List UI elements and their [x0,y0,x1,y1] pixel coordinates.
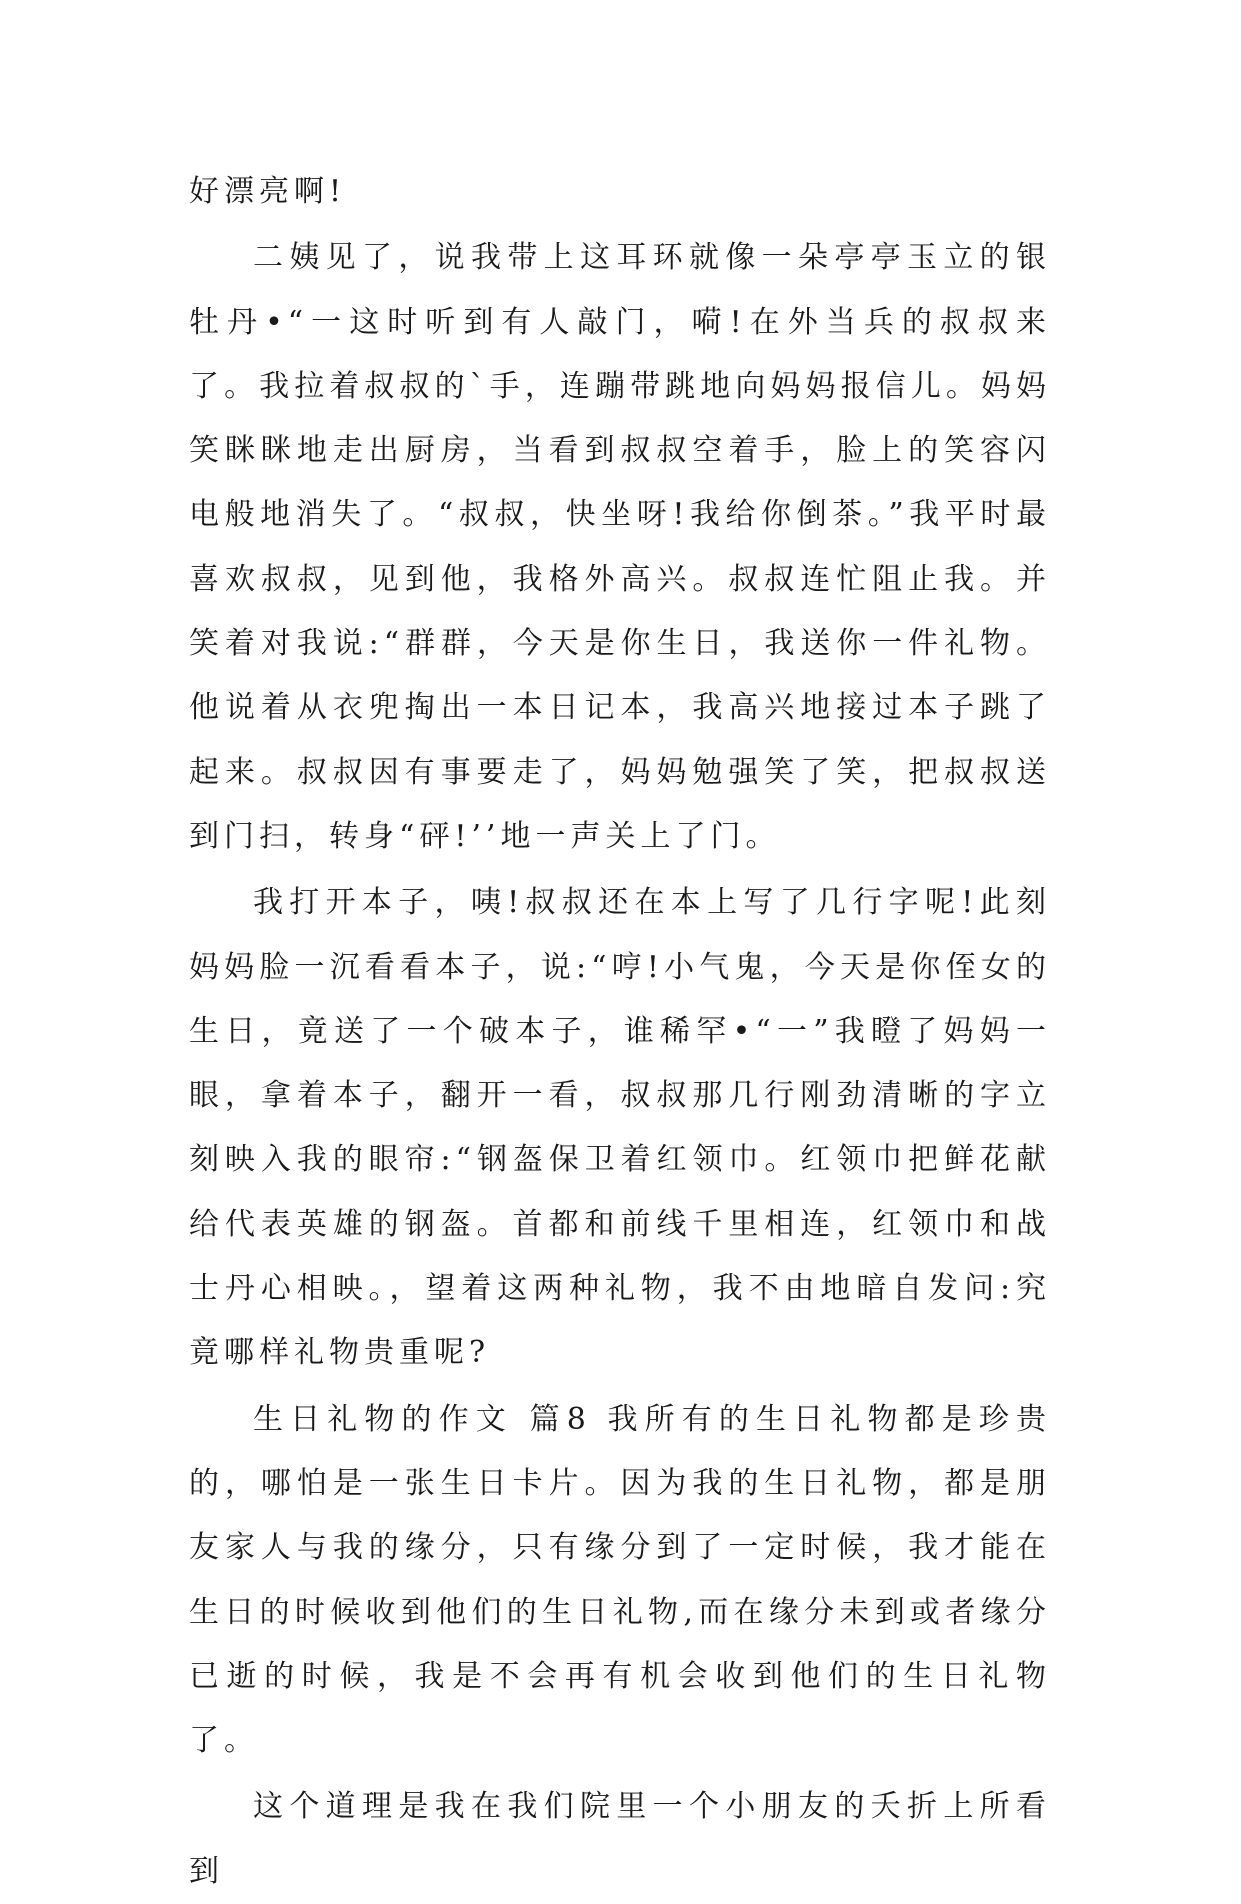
paragraph-5: 这个道理是我在我们院里一个小朋友的夭折上所看到 [189,1789,1051,1889]
document-body [189,160,1051,1904]
paragraph-4: 生日礼物的作文 篇8 我所有的生日礼物都是珍贵的，哪怕是一张生日卡片。因为我的生日礼物，都是朋友家人与我的缘分，只有缘分到了一定时候，我才能在生日的时候收到他们的生日礼物,而在缘分未到或者缘分已逝的时候，我是不会再有机会收到他们的生日礼物了。 [189,1401,1051,1759]
paragraph-3: 我打开本子，咦!叔叔还在本上写了几行字呢!此刻妈妈脸一沉看看本子，说:“哼!小气鬼，今天是你侄女的生日，竟送了一个破本子，谁稀罕•“一”我瞪了妈妈一眼，拿着本子，翻开一看，叔叔那几行刚劲清晰的字立刻映入我的眼帘:“钢盔保卫着红领巾。红领巾把鲜花献给代表英雄的钢盔。首都和前线千里相连，红领巾和战士丹心相映。，望着这两种礼物，我不由地暗自发问:究竟哪样礼物贵重呢? [189,885,1051,1371]
paragraph-2: 二姨见了，说我带上这耳环就像一朵亭亭玉立的银牡丹•“一这时听到有人敲门，嗬!在外当兵的叔叔来了。我拉着叔叔的`手，连蹦带跳地向妈妈报信儿。妈妈笑眯眯地走出厨房，当看到叔叔空着手，脸上的笑容闪电般地消失了。“叔叔，快坐呀!我给你倒茶。”我平时最喜欢叔叔，见到他，我格外高兴。叔叔连忙阻止我。并笑着对我说:“群群，今天是你生日，我送你一件礼物。他说着从衣兜掏出一本日记本，我高兴地接过本子跳了起来。叔叔因有事要走了，妈妈勉强笑了笑，把叔叔送到门扫，转身“砰!’’地一声关上了门。 [189,240,1051,854]
paragraph-1: 好漂亮啊! [189,174,347,209]
